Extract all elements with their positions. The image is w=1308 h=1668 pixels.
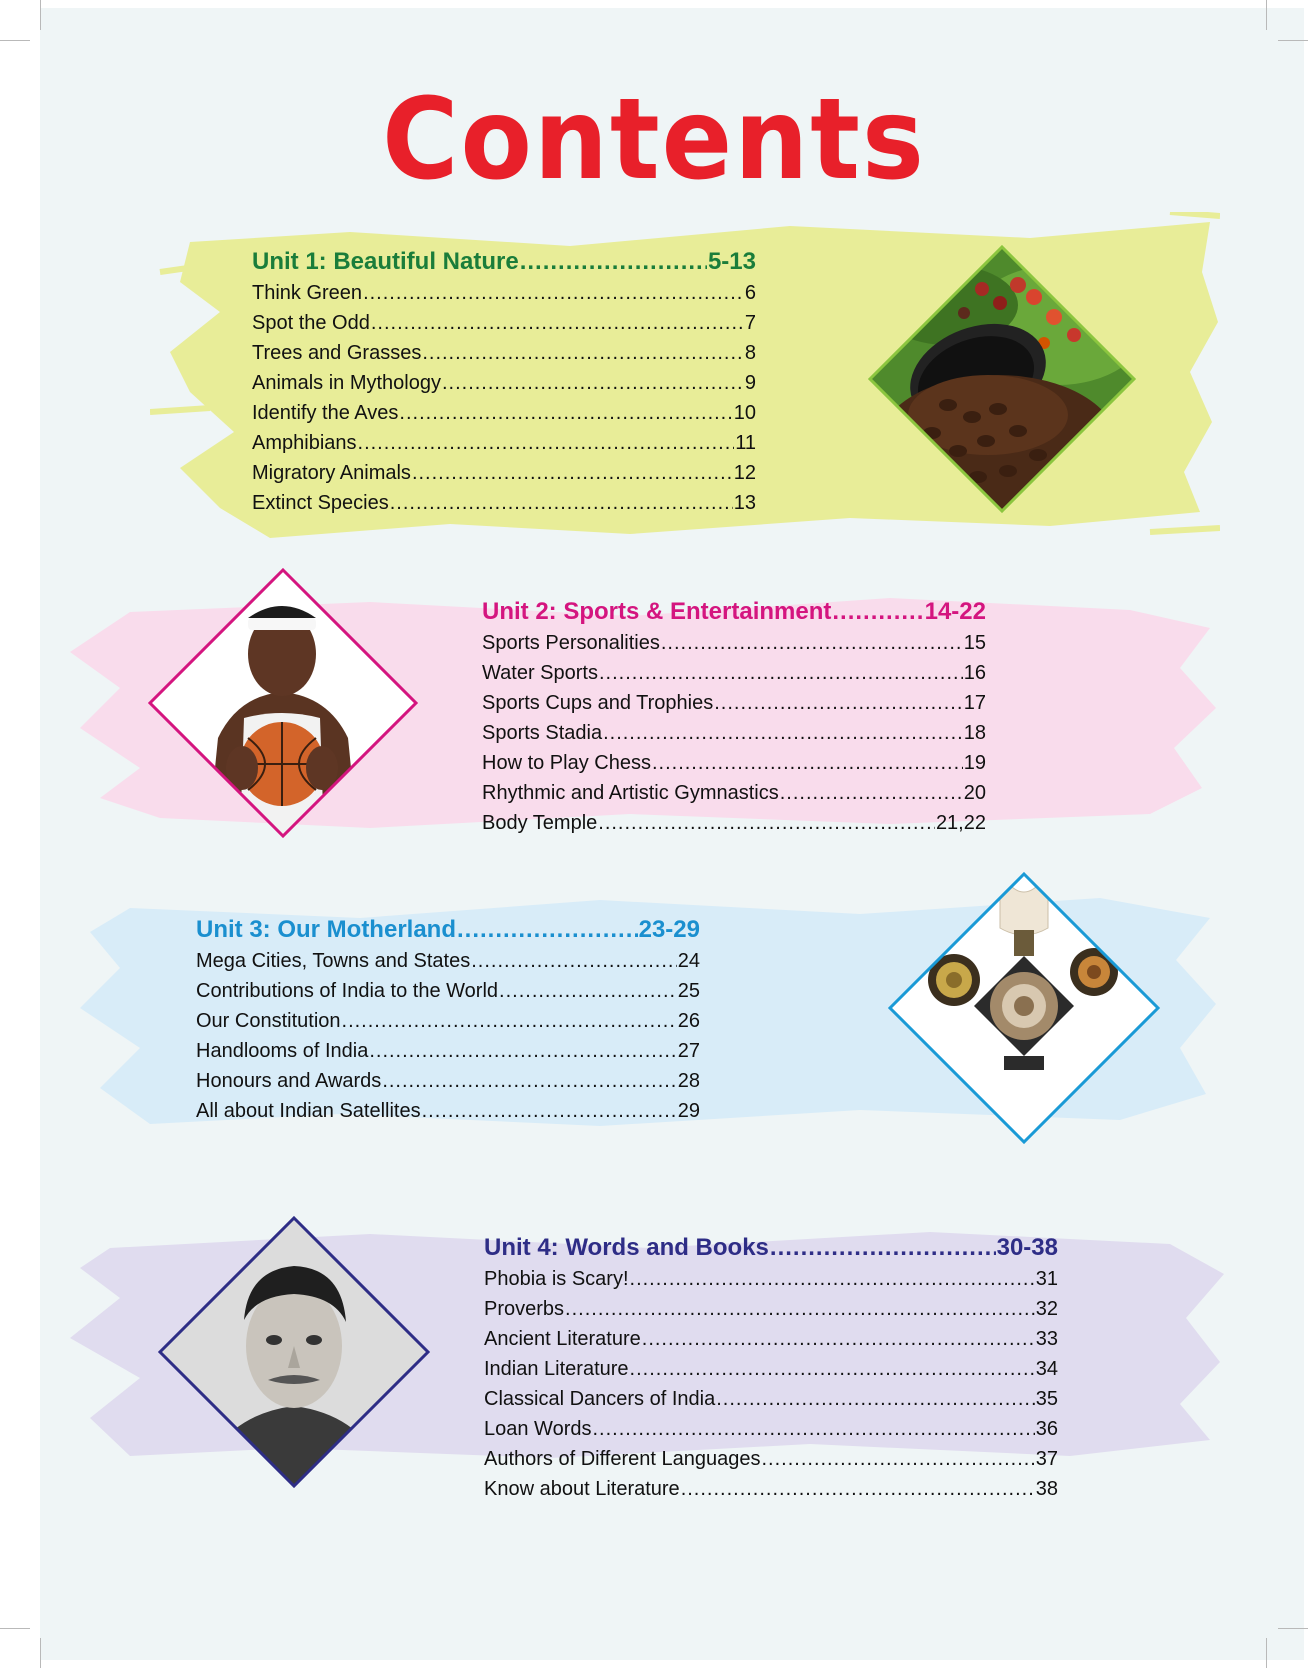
leader-dots <box>422 1096 677 1126</box>
entry-label: How to Play Chess <box>482 752 651 774</box>
unit-3-section <box>196 914 700 1126</box>
toc-entry[interactable] <box>252 398 756 428</box>
toc-entry[interactable] <box>252 368 756 398</box>
entry-label: Know about Literature <box>484 1478 680 1500</box>
entry-label: Our Constitution <box>196 1010 341 1032</box>
entry-label: Water Sports <box>482 662 598 684</box>
toc-entry[interactable] <box>482 778 986 808</box>
leader-dots <box>371 308 744 338</box>
toc-entry[interactable] <box>484 1354 1058 1384</box>
toc-entry[interactable] <box>196 946 700 976</box>
leader-dots <box>520 246 707 278</box>
toc-entry[interactable] <box>252 278 756 308</box>
entry-page: 24 <box>677 950 700 972</box>
entry-page: 35 <box>1035 1388 1058 1410</box>
entry-page: 15 <box>963 632 986 654</box>
entry-label: Mega Cities, Towns and States <box>196 950 471 972</box>
unit-2-section <box>482 596 986 838</box>
crop-mark <box>40 0 41 30</box>
entry-page: 27 <box>677 1040 700 1062</box>
entry-label: Extinct Species <box>252 492 389 514</box>
toc-entry[interactable] <box>482 628 986 658</box>
entry-page: 29 <box>677 1100 700 1122</box>
entry-page: 17 <box>963 692 986 714</box>
unit-heading-label: Unit 4: Words and Books <box>484 1234 769 1261</box>
entry-page: 11 <box>735 432 756 454</box>
entry-label: Sports Stadia <box>482 722 603 744</box>
unit-heading[interactable] <box>252 246 756 278</box>
toc-entry[interactable] <box>252 338 756 368</box>
entry-page: 8 <box>744 342 756 364</box>
entry-label: Spot the Odd <box>252 312 370 334</box>
leader-dots <box>442 368 744 398</box>
coffee-beans-icon <box>868 245 1136 513</box>
entry-page: 38 <box>1035 1478 1058 1500</box>
entry-page: 13 <box>733 492 756 514</box>
entry-page: 10 <box>733 402 756 424</box>
crop-mark <box>0 40 30 41</box>
entry-page: 6 <box>744 282 756 304</box>
entry-page: 25 <box>677 980 700 1002</box>
entry-label: Ancient Literature <box>484 1328 641 1350</box>
entry-label: Contributions of India to the World <box>196 980 499 1002</box>
entry-page: 33 <box>1035 1328 1058 1350</box>
crop-mark <box>40 1638 41 1668</box>
unit-1-section <box>252 246 756 518</box>
entry-label: Handlooms of India <box>196 1040 369 1062</box>
unit-heading-label: Unit 2: Sports & Entertainment <box>482 598 832 625</box>
toc-entry[interactable] <box>252 428 756 458</box>
toc-entry[interactable] <box>196 976 700 1006</box>
entry-page: 20 <box>963 782 986 804</box>
entry-page: 37 <box>1035 1448 1058 1470</box>
toc-entry[interactable] <box>482 748 986 778</box>
leader-dots <box>770 1232 996 1264</box>
leader-dots <box>681 1474 1035 1504</box>
toc-entry[interactable] <box>482 808 986 838</box>
entry-page: 36 <box>1035 1418 1058 1440</box>
entry-page: 19 <box>963 752 986 774</box>
entry-label: Trees and Grasses <box>252 342 422 364</box>
toc-entry[interactable] <box>482 718 986 748</box>
unit-heading[interactable] <box>196 914 700 946</box>
entry-label: Rhythmic and Artistic Gymnastics <box>482 782 779 804</box>
entry-label: Loan Words <box>484 1418 592 1440</box>
basketball-player-icon <box>148 568 418 838</box>
crop-mark <box>1266 1638 1267 1668</box>
unit-page-range: 14-22 <box>924 598 986 625</box>
leader-dots <box>412 458 733 488</box>
leader-dots <box>603 718 963 748</box>
entry-page: 21,22 <box>935 812 986 834</box>
entry-label: Authors of Different Languages <box>484 1448 761 1470</box>
entry-label: Body Temple <box>482 812 598 834</box>
crop-mark <box>1266 0 1267 30</box>
entry-label: Proverbs <box>484 1298 565 1320</box>
leader-dots <box>499 976 677 1006</box>
entry-page: 12 <box>733 462 756 484</box>
entry-page: 26 <box>677 1010 700 1032</box>
leader-dots <box>457 914 638 946</box>
entry-page: 34 <box>1035 1358 1058 1380</box>
author-portrait-icon <box>158 1216 430 1488</box>
leader-dots <box>761 1444 1034 1474</box>
leader-dots <box>661 628 963 658</box>
entry-page: 16 <box>963 662 986 684</box>
leader-dots <box>630 1264 1035 1294</box>
entry-label: Think Green <box>252 282 363 304</box>
toc-entry[interactable] <box>252 458 756 488</box>
entry-page: 9 <box>744 372 756 394</box>
entry-label: Classical Dancers of India <box>484 1388 716 1410</box>
leader-dots <box>358 428 735 458</box>
leader-dots <box>642 1324 1035 1354</box>
entry-label: All about Indian Satellites <box>196 1100 421 1122</box>
leader-dots <box>832 596 923 628</box>
leader-dots <box>714 688 963 718</box>
toc-entry[interactable] <box>196 1036 700 1066</box>
entry-page: 32 <box>1035 1298 1058 1320</box>
toc-entry[interactable] <box>482 688 986 718</box>
entry-label: Identify the Aves <box>252 402 399 424</box>
toc-entry[interactable] <box>252 308 756 338</box>
leader-dots <box>630 1354 1035 1384</box>
leader-dots <box>369 1036 676 1066</box>
leader-dots <box>565 1294 1035 1324</box>
unit-heading-label: Unit 1: Beautiful Nature <box>252 248 519 275</box>
leader-dots <box>382 1066 676 1096</box>
entry-label: Animals in Mythology <box>252 372 441 394</box>
entry-label: Amphibians <box>252 432 357 454</box>
entry-page: 18 <box>963 722 986 744</box>
entry-page: 31 <box>1035 1268 1058 1290</box>
toc-entry[interactable] <box>484 1474 1058 1504</box>
leader-dots <box>399 398 732 428</box>
leader-dots <box>471 946 677 976</box>
leader-dots <box>592 1414 1034 1444</box>
entry-label: Indian Literature <box>484 1358 629 1380</box>
crop-mark <box>0 1628 30 1629</box>
leader-dots <box>598 808 935 838</box>
unit-page-range: 23-29 <box>638 916 700 943</box>
entry-page: 7 <box>744 312 756 334</box>
toc-entry[interactable] <box>484 1414 1058 1444</box>
entry-label: Honours and Awards <box>196 1070 382 1092</box>
entry-label: Sports Personalities <box>482 632 660 654</box>
leader-dots <box>363 278 744 308</box>
leader-dots <box>780 778 963 808</box>
toc-entry[interactable] <box>484 1324 1058 1354</box>
toc-entry[interactable] <box>484 1264 1058 1294</box>
toc-entry[interactable] <box>484 1444 1058 1474</box>
toc-entry[interactable] <box>196 1096 700 1126</box>
entry-page: 28 <box>677 1070 700 1092</box>
toc-entry[interactable] <box>196 1066 700 1096</box>
page-title: Contents <box>382 73 926 205</box>
toc-entry[interactable] <box>482 658 986 688</box>
unit-heading[interactable] <box>482 596 986 628</box>
leader-dots <box>652 748 963 778</box>
crop-mark <box>1278 40 1308 41</box>
unit-page-range: 5-13 <box>707 248 756 275</box>
toc-entry[interactable] <box>252 488 756 518</box>
medals-icon <box>888 872 1160 1144</box>
leader-dots <box>390 488 733 518</box>
toc-entry[interactable] <box>484 1384 1058 1414</box>
leader-dots <box>716 1384 1035 1414</box>
entry-label: Phobia is Scary! <box>484 1268 629 1290</box>
unit-page-range: 30-38 <box>996 1234 1058 1261</box>
crop-mark <box>1278 1628 1308 1629</box>
leader-dots <box>599 658 963 688</box>
unit-heading-label: Unit 3: Our Motherland <box>196 916 456 943</box>
unit-4-section <box>484 1232 1058 1504</box>
leader-dots <box>342 1006 677 1036</box>
toc-entry[interactable] <box>484 1294 1058 1324</box>
leader-dots <box>422 338 744 368</box>
entry-label: Sports Cups and Trophies <box>482 692 714 714</box>
unit-heading[interactable] <box>484 1232 1058 1264</box>
entry-label: Migratory Animals <box>252 462 411 484</box>
toc-entry[interactable] <box>196 1006 700 1036</box>
